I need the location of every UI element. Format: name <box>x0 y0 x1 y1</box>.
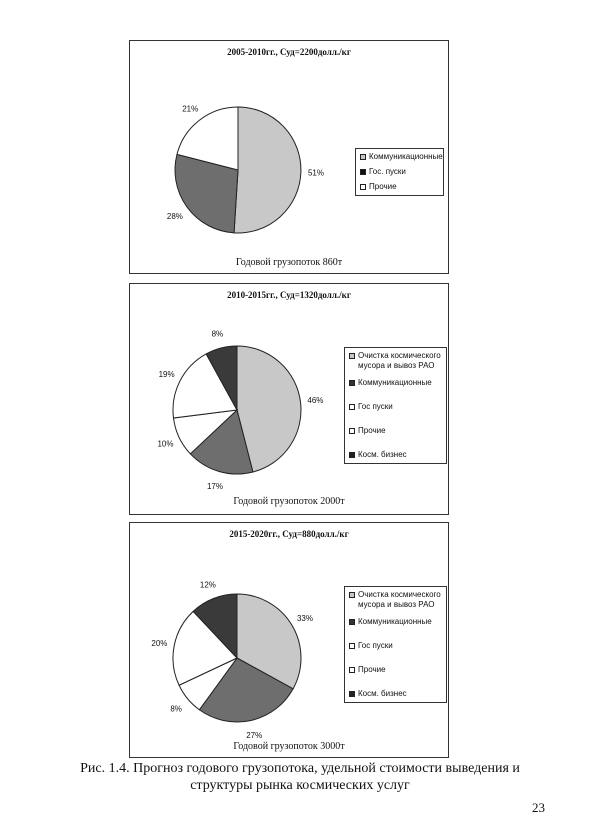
legend-label: Коммуникационные <box>358 617 432 626</box>
slice-data-label: 19% <box>158 370 175 380</box>
chart-panel-2015-2020 <box>129 522 449 758</box>
legend-label: Косм. бизнес <box>358 689 407 698</box>
legend-label: Коммуникационные <box>369 152 443 161</box>
slice-data-label: 8% <box>170 704 182 714</box>
legend-swatch <box>349 404 355 410</box>
slice-data-label: 10% <box>157 439 174 449</box>
legend-item <box>349 426 442 436</box>
slice-data-label: 51% <box>307 168 325 178</box>
caption-line: Рис. 1.4. Прогноз годового грузопотока, удельной стоимости выведения и <box>80 761 520 776</box>
legend-swatch <box>360 169 366 175</box>
legend-item <box>349 402 442 412</box>
slice-data-label: 17% <box>206 481 224 491</box>
chart-title: 2005-2010гг., Суд=2200долл./кг <box>227 47 351 57</box>
legend-swatch <box>349 619 355 625</box>
chart-title: 2015-2020гг., Суд=880долл./кг <box>229 529 349 539</box>
legend-label: Коммуникационные <box>358 378 432 387</box>
legend-swatch <box>360 184 366 190</box>
slice-data-label: 21% <box>182 104 199 114</box>
legend-item <box>349 665 442 675</box>
legend-label: Очистка космического мусора и вывоз РАО <box>358 590 441 609</box>
legend-label: Косм. бизнес <box>358 450 407 459</box>
legend-swatch <box>349 380 355 386</box>
legend-item <box>360 182 439 192</box>
legend <box>344 347 447 464</box>
pie-slice <box>234 107 301 233</box>
chart-title: 2010-2015гг., Суд=1320долл./кг <box>227 290 351 300</box>
legend <box>355 148 444 196</box>
slice-data-label: 28% <box>166 211 183 221</box>
slice-data-label: 20% <box>151 639 168 649</box>
legend-label: Гос пуски <box>358 641 393 650</box>
slice-data-label: 8% <box>211 329 224 339</box>
legend-item <box>349 450 442 460</box>
legend-item <box>349 641 442 651</box>
legend-item <box>349 590 442 610</box>
legend-item <box>349 351 442 371</box>
chart-panel-2010-2015 <box>129 283 449 515</box>
chart-footer: Годовой грузопоток 3000т <box>233 741 345 752</box>
legend-swatch <box>349 428 355 434</box>
chart-panel-2005-2010 <box>129 40 449 274</box>
legend-swatch <box>349 667 355 673</box>
slice-data-label: 33% <box>296 613 314 623</box>
legend-swatch <box>349 452 355 458</box>
legend-item <box>349 617 442 627</box>
legend-label: Гос. пуски <box>369 167 406 176</box>
legend-swatch <box>349 353 355 359</box>
legend-item <box>360 152 443 162</box>
page-number: 23 <box>532 800 545 815</box>
slice-data-label: 46% <box>307 396 324 406</box>
legend-swatch <box>349 691 355 697</box>
legend-label: Прочие <box>358 665 386 674</box>
legend-swatch <box>360 154 366 160</box>
slice-data-label: 27% <box>246 731 263 741</box>
legend-label: Прочие <box>358 426 386 435</box>
figure-caption <box>0 760 600 794</box>
legend-label: Гос пуски <box>358 402 393 411</box>
legend-swatch <box>349 643 355 649</box>
legend-item <box>360 167 439 177</box>
legend-label: Очистка космического мусора и вывоз РАО <box>358 351 441 370</box>
legend-label: Прочие <box>369 182 397 191</box>
slice-data-label: 12% <box>199 580 216 590</box>
legend-item <box>349 689 442 699</box>
legend-swatch <box>349 592 355 598</box>
chart-footer: Годовой грузопоток 860т <box>235 257 343 268</box>
chart-footer: Годовой грузопоток 2000т <box>233 496 345 507</box>
caption-line: структуры рынка космических услуг <box>190 778 410 793</box>
legend-item <box>349 378 442 388</box>
legend <box>344 586 447 703</box>
